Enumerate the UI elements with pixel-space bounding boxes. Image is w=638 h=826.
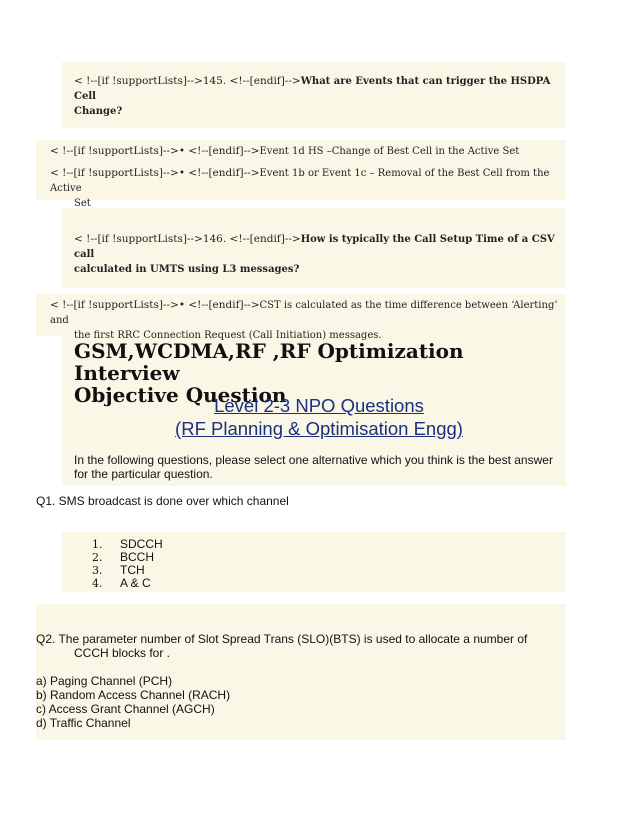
q2-line1: Q2. The parameter number of Slot Spread Trans (SLO)(BTS) is used to allocate a number of bbox=[36, 632, 528, 646]
q145-question bbox=[74, 74, 564, 119]
option-number: 2. bbox=[92, 551, 103, 564]
q145-text-line1: What are Events that can trigger the HSDPA Cell bbox=[74, 76, 551, 102]
option-item: b) Random Access Channel (RACH) bbox=[36, 688, 231, 702]
q145-marker: < !--[if !supportLists]-->145. <!--[endif]--> bbox=[74, 75, 301, 87]
bullet-item bbox=[50, 166, 564, 211]
bullet-text: Event 1d HS –Change of Best Cell in the Active Set bbox=[259, 146, 520, 157]
bullet-text-line2: Set bbox=[74, 198, 91, 209]
bullet-marker: < !--[if !supportLists]-->• <!--[endif]--> bbox=[50, 167, 260, 179]
q146-text-line1: How is typically the Call Setup Time of a CSV call bbox=[74, 234, 555, 260]
level-heading-line2: (RF Planning & Optimisation Engg) bbox=[175, 418, 463, 439]
option-item: d) Traffic Channel bbox=[36, 716, 131, 730]
level-heading-line1: Level 2-3 NPO Questions bbox=[214, 395, 424, 416]
option-label: BCCH bbox=[120, 550, 155, 564]
bullet-item bbox=[50, 144, 564, 159]
q145-text-line2: Change? bbox=[74, 106, 123, 117]
bullet-marker: < !--[if !supportLists]-->• <!--[endif]--> bbox=[50, 145, 260, 157]
q146-question bbox=[74, 232, 564, 277]
option-label: A & C bbox=[120, 576, 151, 590]
option-number: 3. bbox=[92, 564, 103, 577]
q1-question: Q1. SMS broadcast is done over which channel bbox=[36, 494, 289, 508]
q2-question bbox=[36, 632, 564, 660]
option-item: c) Access Grant Channel (AGCH) bbox=[36, 702, 215, 716]
bullet-text-line2: the first RRC Connection Request (Call Initiation) messages. bbox=[74, 330, 382, 341]
q146-text-line2: calculated in UMTS using L3 messages? bbox=[74, 264, 300, 275]
option-item: a) Paging Channel (PCH) bbox=[36, 674, 173, 688]
bullet-text-line1: CST is calculated as the time difference between ‘Alerting’ and bbox=[50, 300, 558, 326]
option-label: TCH bbox=[120, 563, 145, 577]
instructions-line1: In the following questions, please select one alternative which you think is the best answer bbox=[74, 453, 553, 467]
section-title-line2: Objective Question bbox=[74, 383, 287, 407]
q146-marker: < !--[if !supportLists]-->146. <!--[endif]--> bbox=[74, 233, 301, 245]
instructions bbox=[74, 453, 564, 481]
bullet-marker: < !--[if !supportLists]-->• <!--[endif]--> bbox=[50, 299, 260, 311]
section-title-line1: GSM,WCDMA,RF ,RF Optimization Interview bbox=[74, 339, 464, 385]
q1-options bbox=[92, 538, 392, 590]
q2-line2: CCCH blocks for . bbox=[74, 646, 171, 660]
bullet-item bbox=[50, 298, 564, 343]
bullet-text-line1: Event 1b or Event 1c – Removal of the Best Cell from the Active bbox=[50, 168, 550, 194]
option-number: 4. bbox=[92, 577, 103, 590]
option-number: 1. bbox=[92, 538, 103, 551]
instructions-line2: for the particular question. bbox=[74, 467, 213, 481]
option-label: SDCCH bbox=[120, 537, 163, 551]
q2-options bbox=[36, 674, 564, 730]
option-item bbox=[92, 577, 392, 590]
